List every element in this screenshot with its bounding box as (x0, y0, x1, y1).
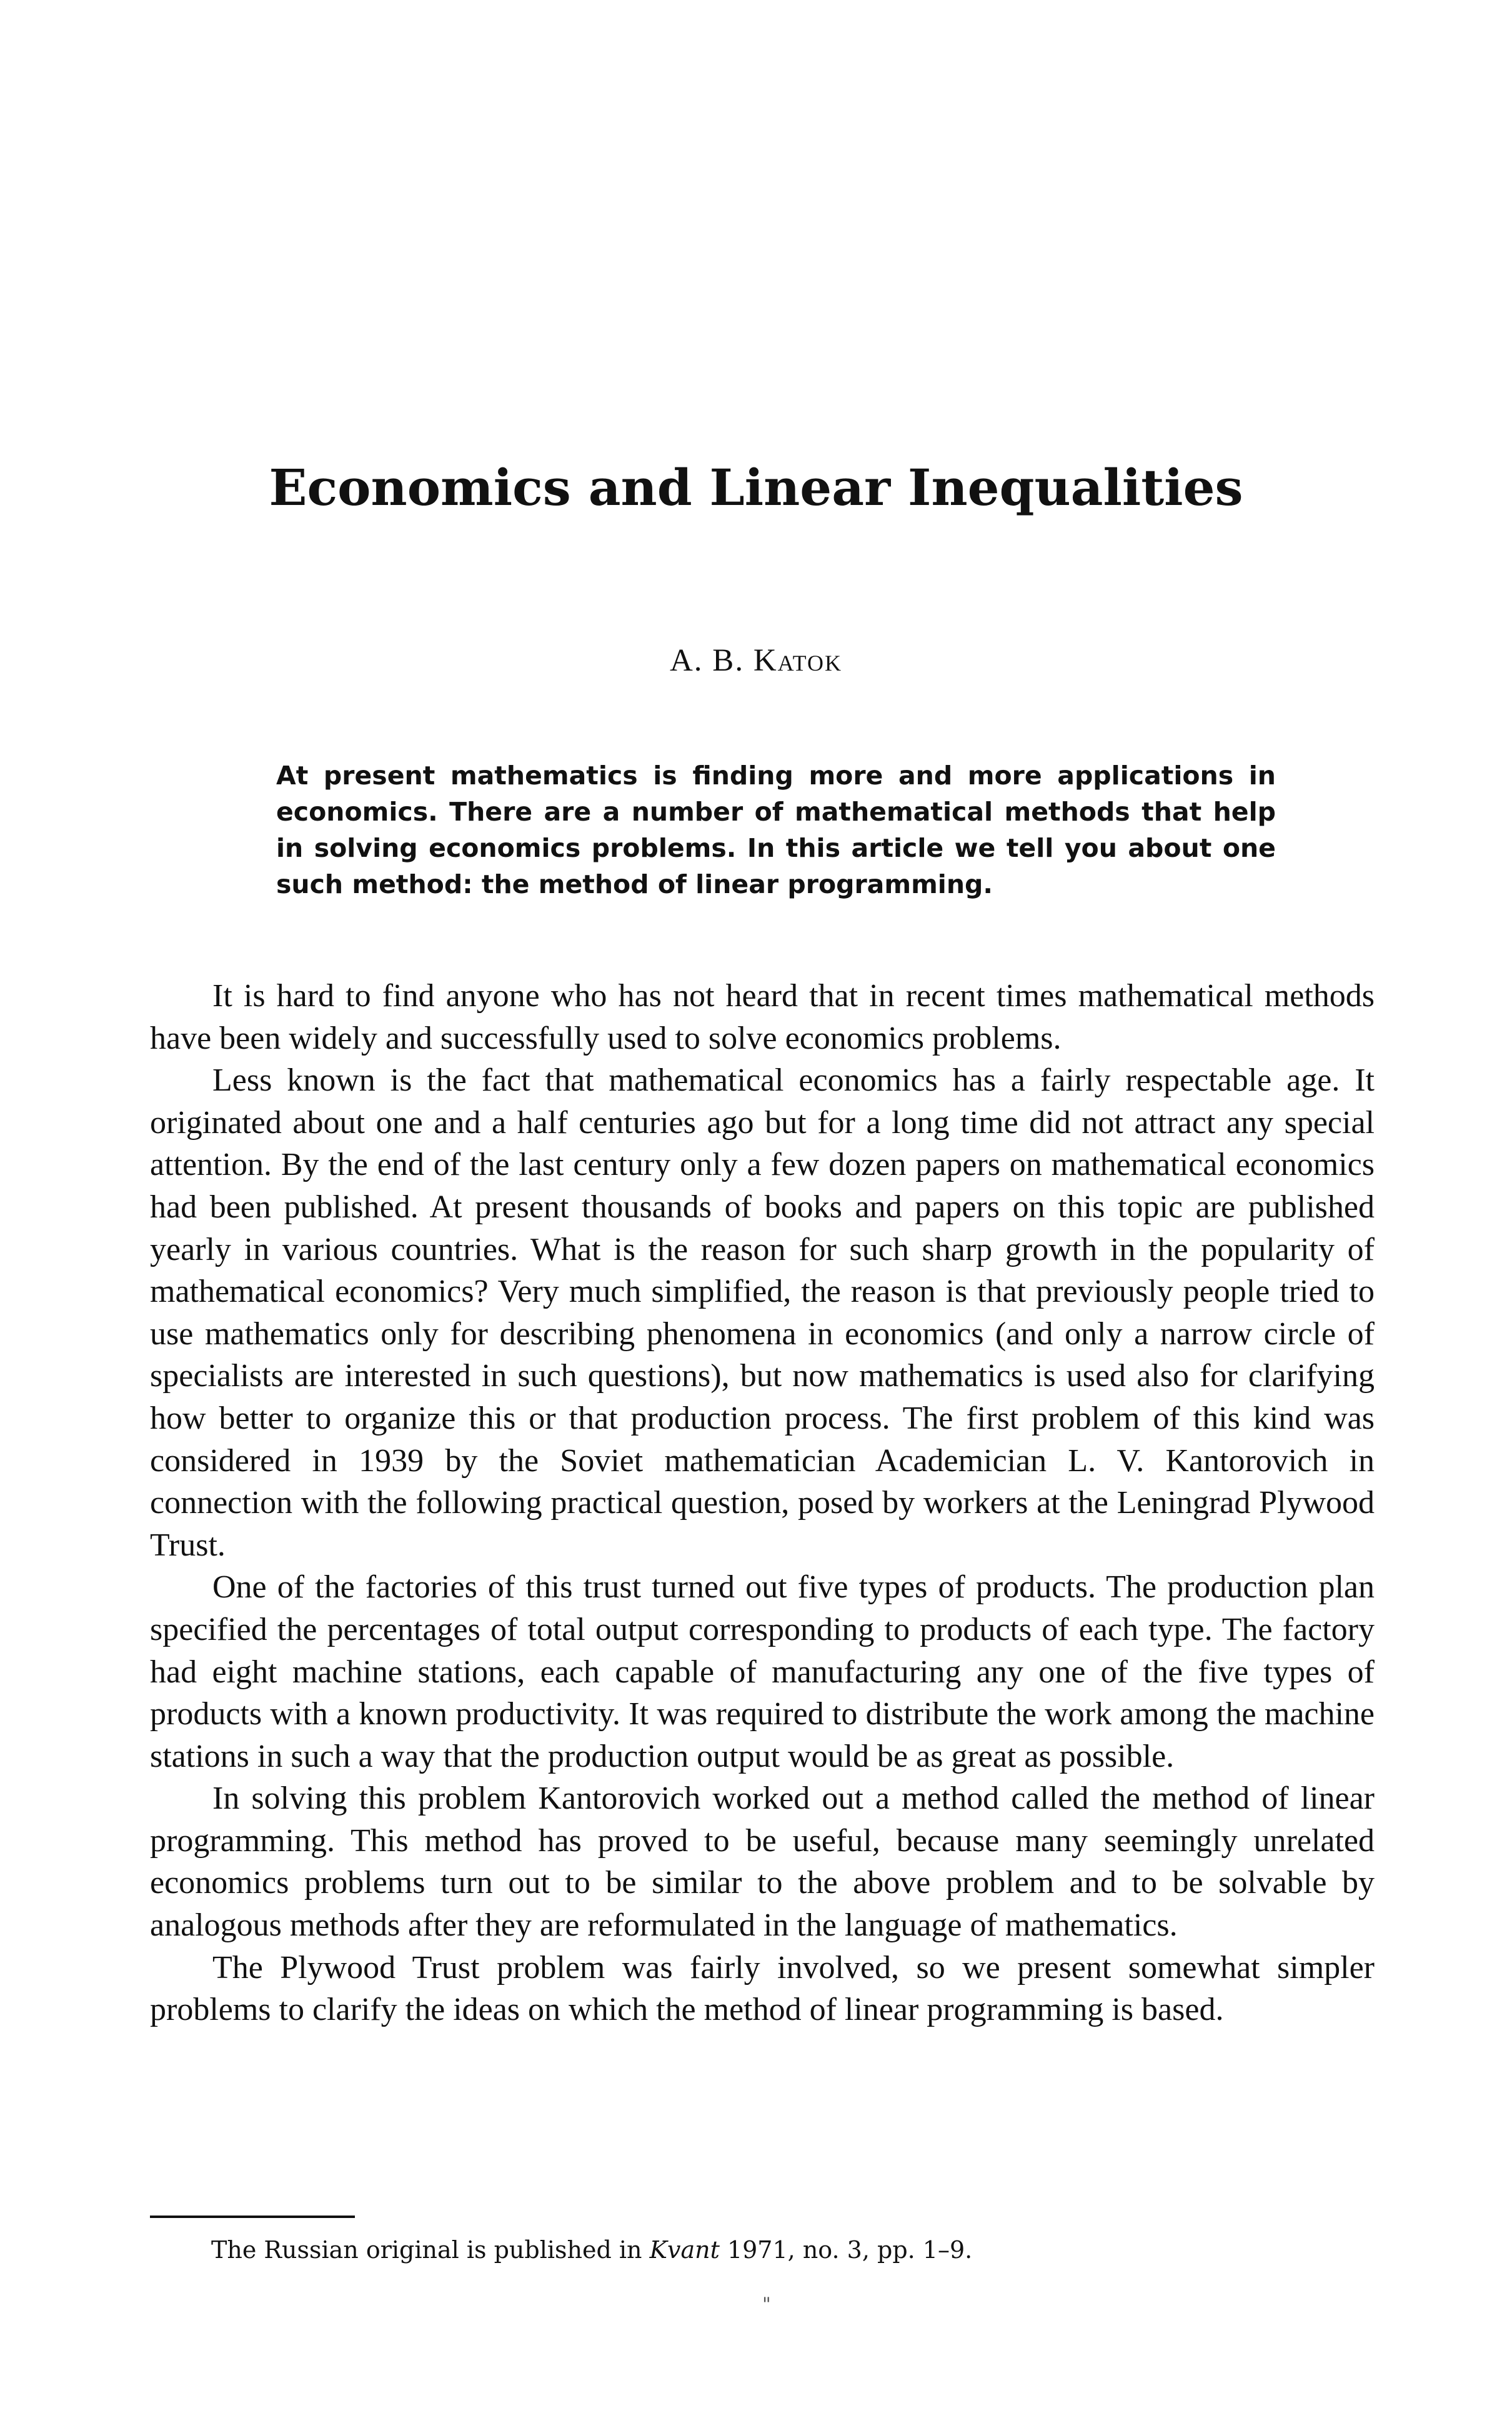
body-paragraph: It is hard to find anyone who has not heard that in recent times mathematical methods have been widely and successfully used to solve economics problems. (150, 978, 1375, 1056)
article-abstract: At present mathematics is finding more and more applications in economics. There are a number of mathematical methods that help in solving economics problems. In this article we tell you about one such method: the method of linear programming. (276, 761, 1276, 899)
article-body (150, 975, 1375, 2031)
footnote-prefix: The Russian original is published in (211, 2236, 650, 2264)
footnote-suffix: 1971, no. 3, pp. 1–9. (719, 2236, 973, 2264)
body-paragraph: Less known is the fact that mathematical economics has a fairly respectable age. It originated about one and a half centuries ago but for a long time did not attract any special attention. By the end of the last century only a few dozen papers on mathematical economics had been published. At present thousands of books and papers on this topic are published yearly in various countries. What is the reason for such sharp growth in the popularity of mathematical economics? Very much simplified, the reason is that previously people tried to use mathematics only for describing phenomena in economics (and only a narrow circle of specialists are interested in such questions), but now mathematics is used also for clarifying how better to organize this or that production process. The first problem of this kind was considered in 1939 by the Soviet mathematician Academician L. V. Kantorovich in connection with the following practical question, posed by workers at the Leningrad Plywood Trust. (150, 1062, 1375, 1563)
article-title: Economics and Linear Inequalities (269, 458, 1243, 517)
body-paragraph: The Plywood Trust problem was fairly involved, so we present somewhat simpler problems to clarify the ideas on which the method of linear programming is based. (150, 1949, 1375, 2028)
footnote (211, 2232, 1373, 2267)
author-surname: Katok (753, 643, 843, 678)
page-mark: " (762, 2294, 771, 2316)
article-author (0, 639, 1512, 682)
footnote-divider (150, 2216, 355, 2218)
body-paragraph: One of the factories of this trust turned out five types of products. The production plan specified the percentages of total output corresponding to products of each type. The factory had eight machine stations, each capable of manufacturing any one of the five types of products with a known productivity. It was required to distribute the work among the machine stations in such a way that the production output would be as great as possible. (150, 1569, 1375, 1774)
body-paragraph: In solving this problem Kantorovich worked out a method called the method of linear programming. This method has proved to be useful, because many seemingly unrelated economics problems turn out to be similar to the above problem and to be solvable by analogous methods after they are reformulated in the language of mathematics. (150, 1781, 1375, 1944)
footnote-journal: Kvant (649, 2236, 720, 2264)
author-initials: A. B. (669, 643, 745, 678)
